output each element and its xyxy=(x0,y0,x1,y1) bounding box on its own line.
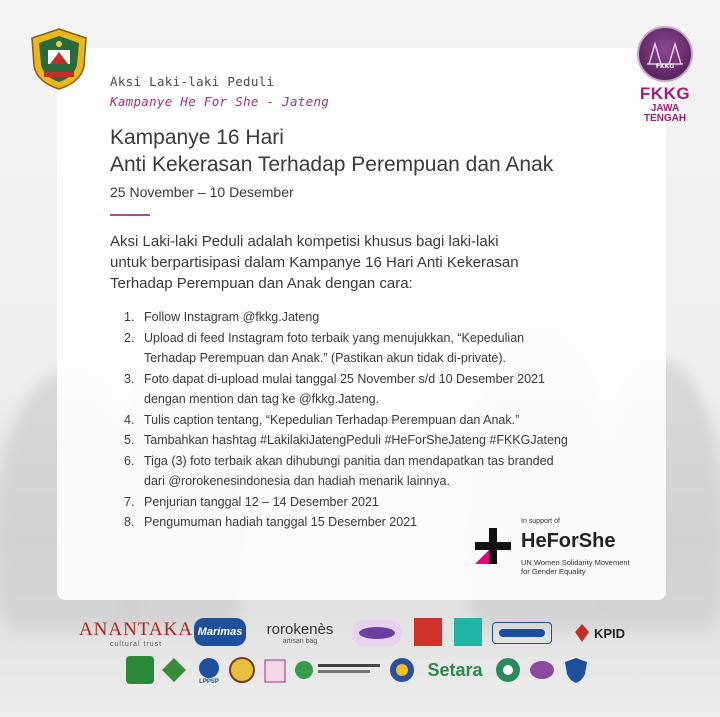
step-text xyxy=(144,451,644,492)
steps-list xyxy=(124,307,644,533)
kicker-line-1: Aksi Laki-laki Peduli xyxy=(110,74,275,89)
step-item xyxy=(124,451,644,492)
kicker-line-2: Kampanye He For She - Jateng xyxy=(110,94,330,109)
sponsor-logos-row-2 xyxy=(122,654,602,690)
setara-logo xyxy=(422,656,488,684)
rorokenes-logo xyxy=(254,616,346,650)
campaign-dates: 25 November – 10 Desember xyxy=(110,184,294,200)
sponsor-teal-logo xyxy=(454,618,482,646)
step-text xyxy=(144,410,644,431)
lppsp-name: LPPSP xyxy=(199,679,219,685)
sponsor-purple-logo xyxy=(528,656,556,684)
step-item xyxy=(124,307,644,328)
marimas-logo xyxy=(194,618,246,646)
step-number: 4. xyxy=(124,412,135,427)
step-number: 6. xyxy=(124,453,135,468)
step-text xyxy=(144,492,644,513)
sponsor-radio-logo xyxy=(492,622,552,644)
intro-line: untuk berpartisipasi dalam Kampanye 16 Hari Anti Kekerasan xyxy=(110,254,519,271)
kpid-logo xyxy=(564,618,634,648)
heforshe-support-text: In support of xyxy=(521,518,560,525)
step-item xyxy=(124,430,644,451)
step-line: Upload di feed Instagram foto terbaik yang menujukkan, “Kepedulian xyxy=(144,330,525,345)
lppsp-logo xyxy=(194,654,224,688)
sponsor-kemenpppa-logo xyxy=(294,656,384,684)
sponsor-green-logo xyxy=(126,656,154,684)
step-line: Follow Instagram @fkkg.Jateng xyxy=(144,310,320,324)
step-line: Tambahkan hashtag #LakilakiJatengPeduli #HeForSheJateng #FKKGJateng xyxy=(144,433,568,447)
sponsor-semarang-logo xyxy=(352,620,402,646)
step-number: 7. xyxy=(124,494,135,509)
heforshe-tagline-line: UN Women Solidarity Movement xyxy=(521,558,630,567)
step-line: Terhadap Perempuan dan Anak.” (Pastikan akun tidak di-private). xyxy=(144,351,507,365)
step-text xyxy=(144,369,644,410)
fkkg-subtitle: JAWA TENGAH xyxy=(643,103,687,124)
fkkg-logo xyxy=(633,26,697,124)
fkkg-badge-label: FKKG xyxy=(655,63,675,70)
step-line: dari @rorokenesindonesia dan hadiah menarik lainnya. xyxy=(144,474,450,488)
sponsor-logos-row-1 xyxy=(78,616,642,652)
step-text xyxy=(144,328,644,369)
page-title xyxy=(110,124,553,178)
sponsor-emblem-logo xyxy=(160,656,188,684)
heforshe-tagline-line: for Gender Equality xyxy=(521,567,586,576)
rorokenes-sub: artisan bag xyxy=(282,638,318,645)
step-line: Penjurian tanggal 12 – 14 Desember 2021 xyxy=(144,494,379,509)
intro-paragraph xyxy=(110,231,610,294)
anantaka-name: ANANTAKA xyxy=(78,618,194,640)
heforshe-tagline xyxy=(521,558,651,576)
anantaka-logo xyxy=(78,616,194,650)
heforshe-logo xyxy=(475,518,655,580)
title-line-1: Kampanye 16 Hari xyxy=(110,126,284,149)
step-item xyxy=(124,328,644,369)
sponsor-shield-logo xyxy=(562,656,590,684)
sponsor-muhammadiyah-logo xyxy=(494,656,522,684)
sponsor-round-logo xyxy=(228,656,256,684)
kpid-name: KPID xyxy=(593,625,626,641)
step-line: Tiga (3) foto terbaik akan dihubungi panitia dan mendapatkan tas branded xyxy=(144,453,554,468)
step-item xyxy=(124,410,644,431)
fkkg-badge-icon xyxy=(637,26,693,82)
step-item xyxy=(124,492,644,513)
garuda-icon xyxy=(573,622,591,644)
step-number: 1. xyxy=(124,310,135,324)
step-line: Tulis caption tentang, “Kepedulian Terhadap Perempuan dan Anak.” xyxy=(144,412,520,427)
accent-divider xyxy=(110,214,150,216)
rorokenes-name: rorokenès xyxy=(266,621,334,638)
intro-line: Terhadap Perempuan dan Anak dengan cara: xyxy=(110,275,413,292)
step-text xyxy=(144,430,644,451)
marimas-name: Marimas xyxy=(197,626,243,638)
setara-name: Setara xyxy=(427,659,483,680)
heforshe-brand: HeForShe xyxy=(521,530,616,552)
fkkg-title: FKKG xyxy=(639,84,691,103)
step-number: 5. xyxy=(124,433,135,447)
step-number: 2. xyxy=(124,330,135,345)
anantaka-sub: cultural trust xyxy=(109,640,163,648)
heforshe-symbol-icon xyxy=(475,528,511,564)
title-line-2: Anti Kekerasan Terhadap Perempuan dan Anak xyxy=(110,153,554,176)
jawa-tengah-crest-logo xyxy=(26,26,92,92)
sponsor-seal-logo xyxy=(388,656,416,684)
step-line: dengan mention dan tag ke @fkkg.Jateng. xyxy=(144,392,380,406)
intro-line: Aksi Laki-laki Peduli adalah kompetisi khusus bagi laki-laki xyxy=(110,233,499,250)
sponsor-scales-logo xyxy=(262,656,288,684)
step-text xyxy=(144,307,644,328)
step-number: 8. xyxy=(124,515,135,529)
step-item xyxy=(124,369,644,410)
step-line: Pengumuman hadiah tanggal 15 Desember 2021 xyxy=(144,515,418,529)
step-line: Foto dapat di-upload mulai tanggal 25 November s/d 10 Desember 2021 xyxy=(144,371,545,386)
sponsor-red-logo xyxy=(414,618,442,646)
step-number: 3. xyxy=(124,371,135,386)
